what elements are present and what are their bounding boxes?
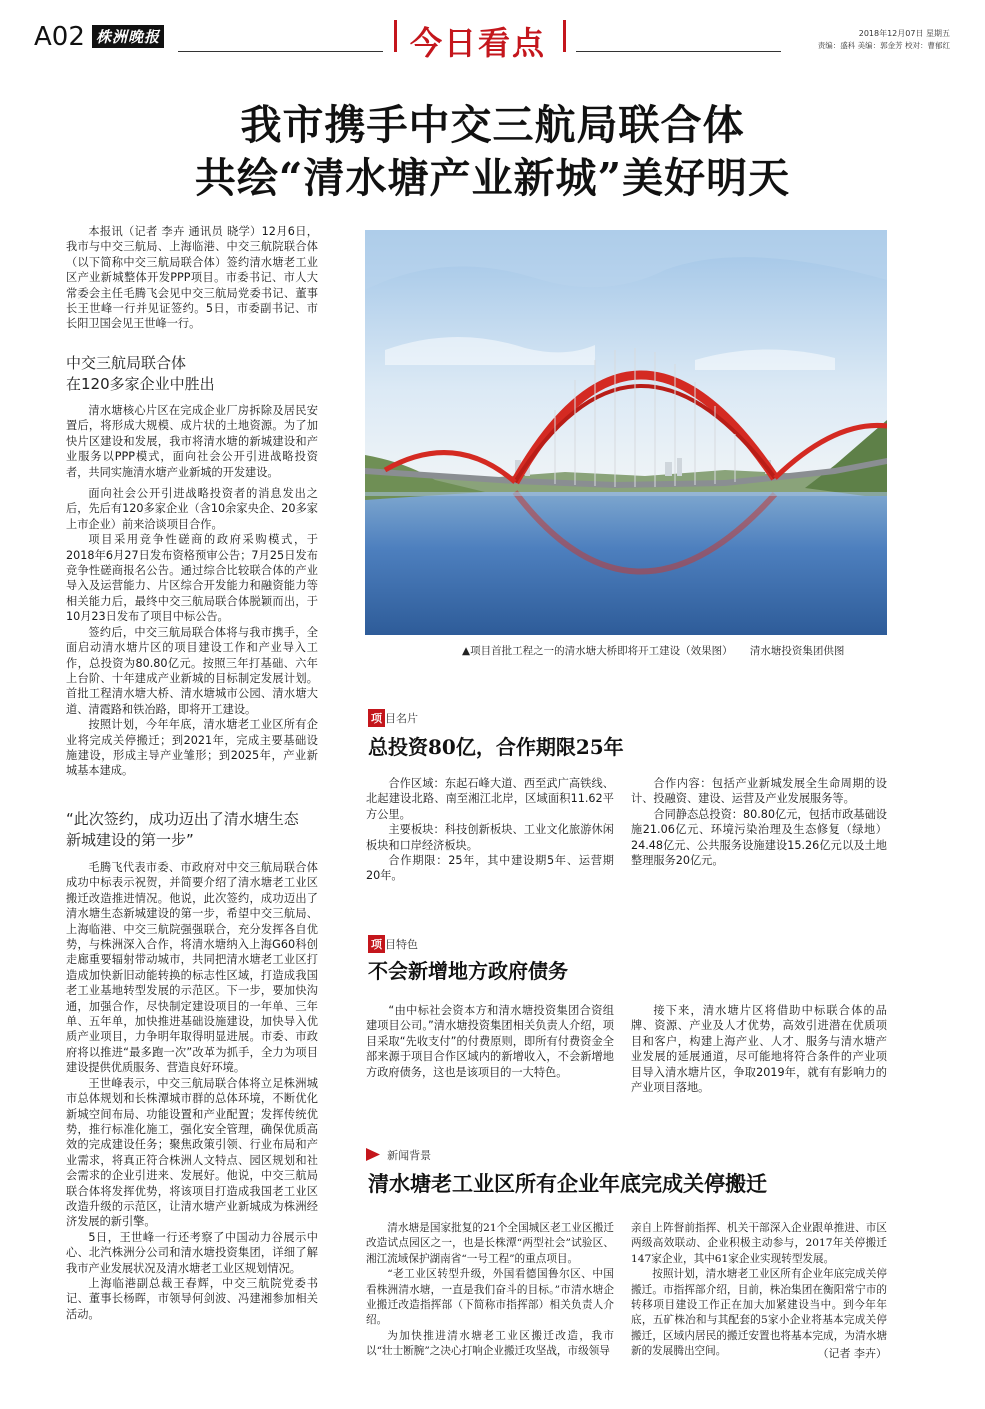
paragraph: 5日，王世峰一行还考察了中国动力谷展示中心、北汽株洲分公司和清水塘投资集团，详细了解我市产业发展状况及清水塘老工业区规划情况。 (66, 1230, 318, 1275)
box2-title: 不会新增地方政府债务 (368, 959, 568, 983)
box1-left-col (366, 776, 614, 884)
news-background-marker-icon (366, 1148, 380, 1161)
section1-subhead-line1: 中交三航局联合体 (66, 354, 187, 372)
paragraph: 合作期限：25年，其中建设期5年、运营期20年。 (366, 854, 614, 883)
paragraph: “老工业区转型升级，外国看德国鲁尔区、中国看株洲清水塘，一直是我们奋斗的目标。”市清水塘企业搬迁改造指挥部（下简称市指挥部）相关负责人介绍。 (366, 1268, 614, 1327)
paragraph: 面向社会公开引进战略投资者的消息发出之后，先后有120多家企业（含10余家央企、20多家上市企业）前来洽谈项目合作。 (66, 487, 318, 531)
paragraph: “由中标社会资本方和清水塘投资集团合资组建项目公司。”清水塘投资集团相关负责人介绍，项目采取“先收支付”的付费原则，即所有付费资金全部来源于项目合作区域内的新增收入，不会新增地方政府债务，这也是该项目的一大特色。 (366, 1004, 614, 1079)
photo-caption (462, 643, 892, 658)
masthead (0, 0, 985, 62)
section2-subhead-line2: 新城建设的第一步” (66, 831, 194, 849)
paragraph: 毛腾飞代表市委、市政府对中交三航局联合体成功中标表示祝贺，并简要介绍了清水塘老工业区搬迁改造推进情况。他说，此次签约，成功迈出了清水塘生态新城建设的第一步，希望中交三航局、上海临港、中交三航院强强联合，充分发挥各自优势，与株洲深入合作，将清水塘纳入上海G60科创走廊重要辐射带动城市，共同把清水塘老工业区打造成加快新旧动能转换的标志性区域，打造成我国老工业基地转型发展的示范区。下一步，要加快沟通，加强合作，尽快制定建设项目的一年单、三年单、五年单，加快推进基础设施建设，加快导入优质产业项目，力争明年取得明显进展。市委、市政府将以推进“最多跑一次”改革为抓手，全力为项目建设提供优质服务、营造良好环境。 (66, 861, 318, 1075)
section1-subhead-line2: 在120多家企业中胜出 (66, 375, 215, 393)
masthead-rule-right (576, 51, 781, 52)
paragraph: 上海临港副总裁王春辉，中交三航院党委书记、董事长杨晖，市领导何剑波、冯建湘参加相关活动。 (66, 1276, 318, 1321)
caption-text: ▲项目首批工程之一的清水塘大桥即将开工建设（效果图） (462, 645, 733, 657)
masthead-rule-left (178, 51, 383, 52)
box1-tag (368, 707, 418, 727)
section-title: 今日看点 (410, 24, 547, 62)
paragraph: 清水塘核心片区在完成企业厂房拆除及居民安置后，将形成大规模、成片状的土地资源。为了加快片区建设和发展，我市将清水塘的新城建设和产业服务以PPP模式，面向社会公开引进战略投资者，共同实施清水塘产业新城的开发建设。 (66, 404, 318, 479)
section2-body (66, 860, 318, 1322)
box2-right-col (631, 1003, 887, 1095)
section-bracket-left (394, 20, 397, 52)
byline: （记者 李卉） (817, 1346, 887, 1360)
box2-left-col (366, 1003, 614, 1080)
paragraph: 按照计划，今年年底，清水塘老工业区所有企业将完成关停搬迁；到2021年，完成主要基础设施建设，形成主导产业雏形；到2025年，产业新城基本建成。 (66, 718, 318, 778)
section-bracket-right (563, 20, 566, 52)
tag-red-label: 项 (368, 709, 385, 727)
headline-line1: 我市携手中交三航局联合体 (240, 101, 745, 149)
page-number: A02 (34, 22, 85, 52)
box1-title: 总投资80亿，合作期限25年 (368, 735, 624, 759)
paragraph: 亲自上阵督前指挥、机关干部深入企业跟单推进、市区两级高效联动、企业积极主动参与，2017年关停搬迁147家企业，其中61家企业实现转型发展。 (631, 1222, 887, 1265)
paragraph: 合同静态总投资：80.80亿元，包括市政基础设施21.06亿元、环境污染治理及生态修复（绿地）24.48亿元、公共服务设施建设15.26亿元以及土地整理服务20亿元。 (631, 807, 887, 868)
box3-title: 清水塘老工业区所有企业年底完成关停搬迁 (368, 1171, 767, 1196)
paragraph: 为加快推进清水塘老工业区搬迁改造，我市以“壮士断腕”之决心打响企业搬迁攻坚战，市级领导 (366, 1329, 614, 1358)
paragraph: 签约后，中交三航局联合体将与我市携手，全面启动清水塘片区的项目建设工作和产业导入工作，总投资为80.80亿元。按照三年打基础、六年上台阶、十年建成产业新城的目标制定发展计划。首批工程清水塘大桥、清水塘城市公园、清水塘大道、清霞路和铁冶路，即将开工建设。 (66, 625, 318, 716)
tag-label: 目特色 (385, 938, 418, 951)
paragraph: 按照计划，清水塘老工业区所有企业年底完成关停搬迁。市指挥部介绍，目前，株冶集团在衡阳常宁市的转移项目建设工作正在加大加紧建设当中。到今年年底，五矿株冶和与其配套的5家小企业将基本完成关停搬迁，区域内居民的搬迁安置也将基本完成，为清水塘新的发展腾出空间。 (631, 1268, 887, 1358)
paragraph: 合作内容：包括产业新城发展全生命周期的设计、投融资、建设、运营及产业发展服务等。 (631, 777, 887, 806)
tag-label: 新闻背景 (387, 1149, 432, 1162)
section2-subhead (66, 809, 328, 851)
bridge-illustration (365, 230, 887, 635)
paragraph: 王世峰表示，中交三航局联合体将立足株洲城市总体规划和长株潭城市群的总体环境，不断优化新城空间布局、功能设置和产业配置；发挥传统优势，推行标准化施工，强化安全管理，确保优质高效的完成建设任务；聚焦政策引领、行业布局和产业需求，将真正符合株洲人文特点、园区规划和社会需求的企业引进来、发展好。他说，中交三航局联合体将发挥优势，将该项目打造成我国老工业区改造升级的示范区，让清水塘产业新城成为株洲经济发展的新引擎。 (66, 1076, 318, 1229)
paper-name-logo: 株洲晚报 (92, 25, 164, 48)
bridge-photo (365, 230, 887, 635)
section1-subhead (66, 353, 318, 395)
lead-paragraph: 本报讯（记者 李卉 通讯员 晓学）12月6日，我市与中交三航局、上海临港、中交三航院联合体（以下简称中交三航局联合体）签约清水塘老工业区产业新城整体开发PPP项目。市委书记、市人大常委会主任毛腾飞会见中交三航局党委书记、董事长王世峰一行并见证签约。5日，市委副书记、市长阳卫国会见王世峰一行。 (66, 225, 318, 331)
box3-left-col (366, 1221, 614, 1360)
paragraph: 合作区域：东起石峰大道、西至武广高铁线、北起建设北路、南至湘江北岸，区域面积11.62平方公里。 (366, 777, 614, 821)
date-line: 2018年12月07日 星期五 (858, 29, 950, 38)
tag-red-label: 项 (368, 935, 385, 953)
paragraph: 项目采用竞争性磋商的政府采购模式，于2018年6月27日发布资格预审公告；7月25日发布竞争性磋商报名公告。通过综合比较联合体的产业导入及运营能力、片区综合开发能力和融资能力等相关能力后，最终中交三航局联合体脱颖而出，于10月23日发布了项目中标公告。 (66, 533, 318, 624)
headline-line2: 共绘“清水塘产业新城”美好明天 (194, 154, 791, 202)
staff-line: 责编：盛科 美编：郭金芳 校对：曹郁红 (817, 41, 950, 50)
lead-article (66, 224, 318, 332)
paragraph: 主要板块：科技创新板块、工业文化旅游休闲板块和口岸经济板块。 (366, 823, 614, 852)
box3-tag (366, 1144, 431, 1163)
section2-subhead-line1: “此次签约，成功迈出了清水塘生态 (66, 810, 299, 828)
box3-right-col (631, 1221, 887, 1361)
paragraph: 接下来，清水塘片区将借助中标联合体的品牌、资源、产业及人才优势，高效引进潜在优质项目和客户，构建上海产业、人才、服务与清水塘产业发展的延展通道，尽可能地将符合条件的产业项目导入清水塘片区，争取2019年，就有有影响力的产业项目落地。 (631, 1004, 887, 1095)
box1-right-col (631, 776, 887, 868)
section1-body (66, 403, 318, 779)
photo-credit: 清水塘投资集团供图 (749, 645, 845, 657)
paragraph: 清水塘是国家批复的21个全国城区老工业区搬迁改造试点园区之一，也是长株潭“两型社会”试验区、湘江流域保护湖南省“一号工程”的重点项目。 (366, 1222, 614, 1265)
tag-label: 目名片 (385, 712, 418, 725)
box2-tag (368, 933, 418, 953)
